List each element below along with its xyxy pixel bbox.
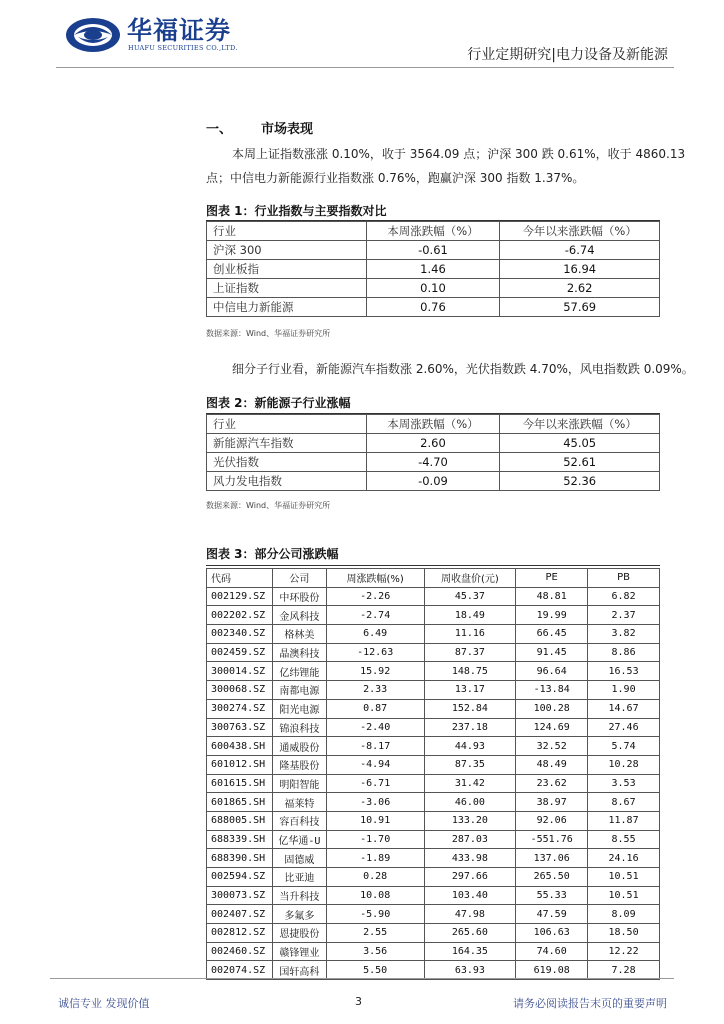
table-cell: 688005.SH — [207, 811, 273, 830]
table-cell: 103.40 — [424, 886, 516, 905]
table-row — [207, 699, 660, 718]
table-cell: 45.37 — [424, 587, 516, 606]
table-cell: 多氟多 — [272, 905, 326, 924]
footer-slogan: 诚信专业 发现价值 — [58, 997, 150, 1010]
fig2-source: 数据来源：Wind、华福证券研究所 — [206, 501, 331, 510]
table-cell: 8.86 — [588, 643, 660, 662]
table-row — [207, 587, 660, 606]
table-cell: 92.06 — [516, 811, 588, 830]
table-cell: 45.05 — [500, 434, 660, 453]
table-cell: 237.18 — [424, 718, 516, 737]
fig2-table — [206, 414, 660, 491]
table-cell: 明阳智能 — [272, 774, 326, 793]
table-cell: 锦浪科技 — [272, 718, 326, 737]
table-cell: 16.53 — [588, 662, 660, 681]
table-cell: -2.74 — [326, 606, 424, 625]
table-cell: 002594.SZ — [207, 868, 273, 887]
table-cell: 300274.SZ — [207, 699, 273, 718]
table-cell: 55.33 — [516, 886, 588, 905]
table-cell: 中信电力新能源 — [207, 298, 367, 317]
table-cell: 100.28 — [516, 699, 588, 718]
header-cell: PB — [588, 569, 660, 588]
subsector-paragraph: 细分子行业看，新能源汽车指数涨 2.60%，光伏指数跌 4.70%，风电指数跌 0.09%。 — [232, 362, 694, 376]
table-header-row — [207, 569, 660, 588]
table-cell: 18.49 — [424, 606, 516, 625]
table-cell: 23.62 — [516, 774, 588, 793]
table-cell: 91.45 — [516, 643, 588, 662]
table-cell: 1.46 — [366, 260, 500, 279]
header-cell: 周涨跌幅(%) — [326, 569, 424, 588]
header-cell: 本周涨跌幅（%） — [366, 415, 500, 434]
table-cell: -4.70 — [366, 453, 500, 472]
table-cell: 8.09 — [588, 905, 660, 924]
table-cell: 3.53 — [588, 774, 660, 793]
table-cell: 8.55 — [588, 830, 660, 849]
table-cell: 1.90 — [588, 681, 660, 700]
table-cell: 2.62 — [500, 279, 660, 298]
table-cell: 57.69 — [500, 298, 660, 317]
table-cell: 风力发电指数 — [207, 472, 367, 491]
header-cell: 今年以来涨跌幅（%） — [500, 415, 660, 434]
table-cell: 27.46 — [588, 718, 660, 737]
table-cell: 7.28 — [588, 961, 660, 980]
section-number: 一、 — [206, 122, 233, 137]
header-cell: 代码 — [207, 569, 273, 588]
table-cell: 124.69 — [516, 718, 588, 737]
table-row — [207, 774, 660, 793]
table-cell: 137.06 — [516, 849, 588, 868]
table-cell: 福莱特 — [272, 793, 326, 812]
table-cell: 600438.SH — [207, 737, 273, 756]
table-cell: 52.61 — [500, 453, 660, 472]
header-cell: 本周涨跌幅（%） — [366, 222, 500, 241]
table-cell: 晶澳科技 — [272, 643, 326, 662]
table-cell: 87.35 — [424, 755, 516, 774]
table-cell: -1.70 — [326, 830, 424, 849]
table-cell: 赣锋锂业 — [272, 942, 326, 961]
table-cell: 中环股份 — [272, 587, 326, 606]
table-row — [207, 718, 660, 737]
table-cell: 0.76 — [366, 298, 500, 317]
logo-text-en: HUAFU SECURITIES CO.,LTD. — [128, 44, 238, 52]
table-cell: 52.36 — [500, 472, 660, 491]
table-cell: 66.45 — [516, 625, 588, 644]
table-header-row — [207, 222, 660, 241]
report-type: 行业定期研究|电力设备及新能源 — [467, 47, 668, 63]
table-cell: 15.92 — [326, 662, 424, 681]
table-cell: 63.93 — [424, 961, 516, 980]
table-cell: 152.84 — [424, 699, 516, 718]
table-row — [207, 868, 660, 887]
market-paragraph-line2: 点；中信电力新能源行业指数涨 0.76%，跑赢沪深 300 指数 1.37%。 — [206, 171, 585, 185]
table-row — [207, 849, 660, 868]
table-row — [207, 662, 660, 681]
table-cell: 12.22 — [588, 942, 660, 961]
table-cell: 297.66 — [424, 868, 516, 887]
table-cell: 上证指数 — [207, 279, 367, 298]
fig1-source: 数据来源：Wind、华福证券研究所 — [206, 329, 331, 338]
huafu-logo-icon — [64, 15, 122, 55]
table-cell: 10.28 — [588, 755, 660, 774]
section-title — [206, 118, 313, 137]
table-cell: 13.17 — [424, 681, 516, 700]
table-cell: 002460.SZ — [207, 942, 273, 961]
table-cell: -6.74 — [500, 241, 660, 260]
table-cell: 688390.SH — [207, 849, 273, 868]
table-cell: 48.81 — [516, 587, 588, 606]
table-cell: -2.40 — [326, 718, 424, 737]
table-cell: 002407.SZ — [207, 905, 273, 924]
table-cell: 南都电源 — [272, 681, 326, 700]
table-cell: 002202.SZ — [207, 606, 273, 625]
footer-divider — [50, 978, 674, 979]
fig1-table — [206, 221, 660, 317]
table-cell: 433.98 — [424, 849, 516, 868]
table-cell: 10.91 — [326, 811, 424, 830]
table-row — [207, 260, 660, 279]
fig3-table — [206, 568, 660, 980]
table-row — [207, 793, 660, 812]
table-cell: -12.63 — [326, 643, 424, 662]
table-cell: 48.49 — [516, 755, 588, 774]
table-cell: 3.82 — [588, 625, 660, 644]
table-cell: 265.60 — [424, 924, 516, 943]
table-cell: -5.90 — [326, 905, 424, 924]
table-cell: 光伏指数 — [207, 453, 367, 472]
table-cell: 002340.SZ — [207, 625, 273, 644]
table-cell: 亿纬锂能 — [272, 662, 326, 681]
table-cell: -2.26 — [326, 587, 424, 606]
header-cell: 行业 — [207, 415, 367, 434]
fig3-title: 图表 3：部分公司涨跌幅 — [206, 547, 339, 561]
table-row — [207, 298, 660, 317]
table-cell: 300014.SZ — [207, 662, 273, 681]
footer-disclaimer: 请务必阅读报告末页的重要声明 — [513, 997, 667, 1010]
section-heading: 市场表现 — [261, 122, 314, 137]
table-cell: 0.87 — [326, 699, 424, 718]
table-row — [207, 643, 660, 662]
table-cell: 0.10 — [366, 279, 500, 298]
table-cell: 当升科技 — [272, 886, 326, 905]
table-cell: 18.50 — [588, 924, 660, 943]
table-cell: -551.76 — [516, 830, 588, 849]
table-cell: 2.60 — [366, 434, 500, 453]
table-cell: 87.37 — [424, 643, 516, 662]
table-cell: -6.71 — [326, 774, 424, 793]
table-cell: 6.49 — [326, 625, 424, 644]
table-cell: 5.74 — [588, 737, 660, 756]
table-cell: 恩捷股份 — [272, 924, 326, 943]
table-cell: 96.64 — [516, 662, 588, 681]
header-divider — [56, 67, 674, 68]
table-cell: 创业板指 — [207, 260, 367, 279]
table-cell: 47.98 — [424, 905, 516, 924]
table-cell: 10.51 — [588, 886, 660, 905]
table-row — [207, 279, 660, 298]
table-cell: 002129.SZ — [207, 587, 273, 606]
table-cell: 新能源汽车指数 — [207, 434, 367, 453]
table-cell: 300763.SZ — [207, 718, 273, 737]
table-cell: 14.67 — [588, 699, 660, 718]
table-row — [207, 453, 660, 472]
table-cell: 002074.SZ — [207, 961, 273, 980]
table-cell: 44.93 — [424, 737, 516, 756]
table-cell: 3.56 — [326, 942, 424, 961]
table-cell: 265.50 — [516, 868, 588, 887]
table-row — [207, 942, 660, 961]
table-cell: 164.35 — [424, 942, 516, 961]
table-row — [207, 830, 660, 849]
table-cell: 11.87 — [588, 811, 660, 830]
table-row — [207, 681, 660, 700]
header-cell: 公司 — [272, 569, 326, 588]
table-cell: 固德威 — [272, 849, 326, 868]
table-cell: 300073.SZ — [207, 886, 273, 905]
table-cell: -0.61 — [366, 241, 500, 260]
table-cell: 74.60 — [516, 942, 588, 961]
table-cell: 19.99 — [516, 606, 588, 625]
header-cell: 周收盘价(元) — [424, 569, 516, 588]
table-cell: 8.67 — [588, 793, 660, 812]
table-cell: 金风科技 — [272, 606, 326, 625]
table-cell: 24.16 — [588, 849, 660, 868]
table-cell: 10.08 — [326, 886, 424, 905]
table-cell: 601012.SH — [207, 755, 273, 774]
table-cell: 002459.SZ — [207, 643, 273, 662]
header-cell: 今年以来涨跌幅（%） — [500, 222, 660, 241]
page-number: 3 — [355, 995, 362, 1008]
table-cell: -4.94 — [326, 755, 424, 774]
table-cell: -13.84 — [516, 681, 588, 700]
table-cell: 比亚迪 — [272, 868, 326, 887]
table-cell: 287.03 — [424, 830, 516, 849]
table-cell: -0.09 — [366, 472, 500, 491]
table-cell: 106.63 — [516, 924, 588, 943]
table-cell: -1.89 — [326, 849, 424, 868]
table-cell: 38.97 — [516, 793, 588, 812]
table-row — [207, 886, 660, 905]
table-cell: 601615.SH — [207, 774, 273, 793]
table-cell: 容百科技 — [272, 811, 326, 830]
table-cell: 格林美 — [272, 625, 326, 644]
table-cell: 148.75 — [424, 662, 516, 681]
table-header-row — [207, 415, 660, 434]
table-cell: -8.17 — [326, 737, 424, 756]
table-cell: 沪深 300 — [207, 241, 367, 260]
table-row — [207, 737, 660, 756]
table-cell: -3.06 — [326, 793, 424, 812]
table-cell: 300068.SZ — [207, 681, 273, 700]
table-cell: 133.20 — [424, 811, 516, 830]
fig3-title-rule — [206, 565, 660, 566]
table-cell: 16.94 — [500, 260, 660, 279]
table-cell: 6.82 — [588, 587, 660, 606]
table-cell: 32.52 — [516, 737, 588, 756]
fig1-title: 图表 1：行业指数与主要指数对比 — [206, 204, 387, 218]
header-cell: PE — [516, 569, 588, 588]
page-header — [0, 0, 724, 80]
table-cell: 002812.SZ — [207, 924, 273, 943]
fig2-title: 图表 2：新能源子行业涨幅 — [206, 396, 351, 410]
table-cell: 5.50 — [326, 961, 424, 980]
table-cell: 46.00 — [424, 793, 516, 812]
table-cell: 11.16 — [424, 625, 516, 644]
table-cell: 688339.SH — [207, 830, 273, 849]
table-row — [207, 625, 660, 644]
table-cell: 47.59 — [516, 905, 588, 924]
table-row — [207, 434, 660, 453]
table-cell: 2.33 — [326, 681, 424, 700]
header-cell: 行业 — [207, 222, 367, 241]
table-row — [207, 606, 660, 625]
table-cell: 阳光电源 — [272, 699, 326, 718]
logo-text-cn: 华福证券 — [127, 16, 232, 45]
table-cell: 10.51 — [588, 868, 660, 887]
table-row — [207, 241, 660, 260]
table-row — [207, 755, 660, 774]
table-cell: 通威股份 — [272, 737, 326, 756]
table-row — [207, 961, 660, 980]
table-row — [207, 905, 660, 924]
table-cell: 隆基股份 — [272, 755, 326, 774]
table-row — [207, 472, 660, 491]
table-cell: 601865.SH — [207, 793, 273, 812]
table-cell: 31.42 — [424, 774, 516, 793]
market-paragraph-line1: 本周上证指数涨涨 0.10%，收于 3564.09 点；沪深 300 跌 0.61%，收于 4860.13 — [232, 147, 686, 161]
table-cell: 0.28 — [326, 868, 424, 887]
table-cell: 亿华通-U — [272, 830, 326, 849]
table-row — [207, 811, 660, 830]
table-row — [207, 924, 660, 943]
table-cell: 2.55 — [326, 924, 424, 943]
table-cell: 国轩高科 — [272, 961, 326, 980]
table-cell: 2.37 — [588, 606, 660, 625]
table-cell: 619.08 — [516, 961, 588, 980]
